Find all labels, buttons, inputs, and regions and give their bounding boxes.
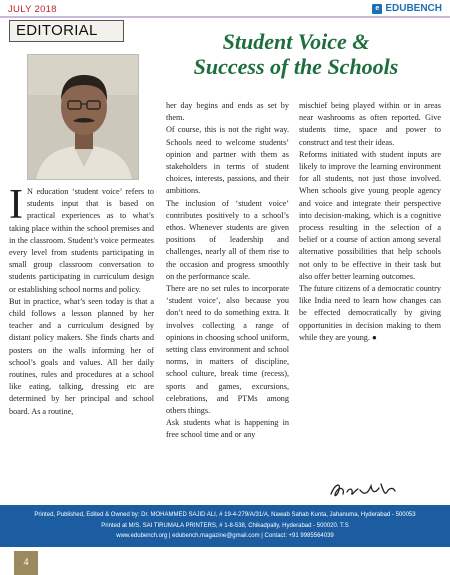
brand-name: EDUBENCH bbox=[385, 3, 442, 14]
edubench-logo-icon: e bbox=[372, 4, 382, 14]
end-mark-icon: ● bbox=[371, 332, 377, 342]
drop-cap: I bbox=[9, 182, 23, 228]
paragraph-10 bbox=[299, 283, 441, 344]
footer-line-3: www.edubench.org | edubench.magazine@gmail.com | Contact: +91 9985564039 bbox=[116, 533, 334, 539]
paragraph-8: mischief being played within or in areas near washrooms as often reported. Give students time, space and power to construct and test their ideas. bbox=[299, 101, 441, 147]
section-label: EDITORIAL bbox=[9, 20, 124, 42]
header-rule bbox=[0, 16, 450, 18]
headline bbox=[150, 29, 442, 79]
publisher-footer bbox=[0, 505, 450, 547]
article-column-1 bbox=[9, 182, 154, 418]
page-number: 4 bbox=[14, 551, 38, 575]
brand-logo bbox=[372, 3, 442, 14]
closing-text: The future citizens of a democratic country like India need to learn how changes can be effected democratically by giving opportunities in decision making to them while they are young. bbox=[299, 284, 441, 342]
author-photo bbox=[27, 54, 139, 180]
headline-line-1: Student Voice & bbox=[222, 29, 370, 54]
article-column-3 bbox=[299, 100, 441, 344]
paragraph-3: her day begins and ends as set by them. bbox=[166, 101, 289, 123]
paragraph-7: Ask students what is happening in free school time and or any bbox=[166, 418, 289, 440]
issue-date: JULY 2018 bbox=[8, 4, 57, 15]
portrait-image bbox=[28, 55, 139, 180]
paragraph-6: There are no set rules to incorporate ‘student voice’, also because you don’t need to do something extra. It involves collecting a range of opinions in choosing school uniform, setting class environment and school norms, in matters of discipline, school culture, break time (recess), sports and games, excursions, celebrations, and PTMs among others things. bbox=[166, 284, 289, 416]
paragraph-4: Of course, this is not the right way. Schools need to welcome students’ opinion and partner with them as stakeholders in terms of student choices, interests, passions, and their ambitions. bbox=[166, 125, 289, 196]
paragraph-9: Reforms initiated with student inputs are likely to improve the learning environment for all students, not just those involved. When schools give young people agency and voice and integrate their perspective into decision-making, which is a cognitive process resulting in the selection of a belief or a course of action among several alternative possibilities that help schools not only to be effective in their task but also offer better learning outcomes. bbox=[299, 149, 441, 281]
article-column-2 bbox=[166, 100, 289, 442]
footer-line-2: Printed at M/S. SAI TIRUMALA PRINTERS, # 1-8-538, Chikadpally, Hyderabad - 500020. T.S bbox=[101, 522, 349, 529]
footer-line-1: Printed, Published, Edited & Owned by: Dr. MOHAMMED SAJID ALI, # 19-4-279/A/31/A, Nawab Sahab Kunta, Jahanuma, Hyderabad - 500053 bbox=[34, 512, 416, 518]
signature bbox=[327, 478, 397, 502]
headline-line-2: Success of the Schools bbox=[193, 54, 399, 79]
paragraph-1: N education ‘student voice’ refers to students input that is based on practical experiences as to what’s taking place within the school premises and in the classroom. Student’s voice permeates every level from students participating in small group classroom conversation to students participating in curriculum design or establishing school norms and policy. bbox=[9, 187, 154, 294]
paragraph-2: But in practice, what’s seen today is that a child follows a lesson planned by her teacher and a curriculum designed by distant policy makers. She finds charts and posters on the walls informing her of school’s goals and values. All her daily routines, rules and procedures at a school like eating, talking, dressing etc are determined by her principal and school board. As a routine, bbox=[9, 296, 154, 416]
paragraph-5: The inclusion of ‘student voice’ contributes positively to a school’s ethos. Whenever students are given positions of leadership and challenges, nearly all of them rise to the occasion and progress smoothly on the performance scale. bbox=[166, 198, 289, 281]
